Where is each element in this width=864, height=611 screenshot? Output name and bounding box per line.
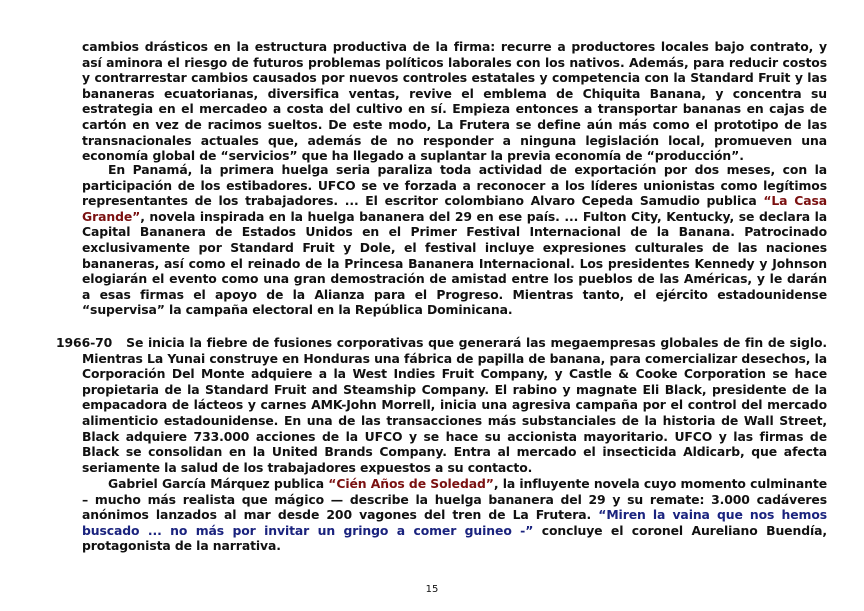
- book-title-cien-anos: “Cién Años de Soledad”: [328, 476, 494, 491]
- paragraph-panama-text-2: , novela inspirada en la huelga bananera del 29 en ese país. ... Fulton City, Kentucky, se declara la Capital Bananera de Estados Unidos en el Primer Festival Internacional de la Banana. Patrocinado exclusivamente por Standard Fruit y Dole, el festival incluye expresiones culturales de las naciones bananeras, así como el reinado de la Princesa Bananera Internacional. Los presidentes Kennedy y Johnson elogiarán el evento como una gran demostración de amistad entre los pueblos de las Américas, y le darán a esas firmas el apoyo de la Alianza para el Progreso. Mientras tanto, el ejército estadounidense “supervisa” la campaña electoral en la República Dominicana.: [82, 208, 827, 318]
- book-title-la-casa-grande: “La Casa Grande”: [82, 193, 827, 224]
- entry-text: Se inicia la fiebre de fusiones corporativas que generará las megaempresas globales de fin de siglo. Mientras La Yunai construye en Honduras una fábrica de papilla de banana, para comercializar desechos, la Corporación Del Monte adquiere a la West Indies Fruit Company, y Castle & Cooke Corporation se hace propietaria de la Standard Fruit and Steamship Company. El rabino y magnate Eli Black, presidente de la empacadora de lácteos y carnes AMK-John Morrell, inicia una agresiva campaña por el control del mercado alimenticio estadounidense. En una de las transacciones más substanciales de la historia de Wall Street, Black adquiere 733.000 acciones de la UFCO y se hace su accionista mayoritario. UFCO y las firmas de Black se consolidan en la United Brands Company. Entra al mercado el insecticida Aldicarb, que afecta seriamente la salud de los trabajadores expuestos a su contacto.: [82, 335, 827, 475]
- timeline-entry-1966-70: [56, 335, 827, 475]
- paragraph-panama-text-1: En Panamá, la primera huelga seria paraliza toda actividad de exportación por dos meses, con la participación de los estibadores. UFCO se ve forzada a reconocer a los líderes unionistas como legítimos representantes de los trabajadores. ... El escritor colombiano Alvaro Cepeda Samudio publica: [82, 162, 827, 209]
- quote-aureliano: “Miren la vaina que nos hemos buscado ... no más por invitar un gringo a comer guineo -”: [82, 507, 828, 538]
- page-number: 15: [425, 584, 439, 595]
- paragraph-gm-text-3: concluye el coronel Aureliano Buendía, protagonista de la narrativa.: [82, 522, 827, 554]
- entry-year: 1966-70: [56, 335, 113, 350]
- paragraph-intro: cambios drásticos en la estructura productiva de la firma: recurre a productores locales bajo contrato, y así aminora el riesgo de futuros problemas políticos laborales con los nativos. Además, para reducir costos y contrarrestar cambios causados por nuevos controles estatales y competencia con la Standard Fruit y las bananeras ecuatorianas, diversifica ventas, revive el emblema de Chiquita Banana, y concentra su estrategia en el mercadeo a costa del cultivo en sí. Empieza entonces a transportar bananas en cajas de cartón en vez de racimos sueltos. De este modo, La Frutera se define aún más como el prototipo de las transnacionales actuales que, además de no responder a ninguna legislación local, promueven una economía global de “servicios” que ha llegado a suplantar la previa economía de “producción”.: [82, 39, 827, 164]
- paragraph-panama: [82, 162, 827, 318]
- paragraph-gm-text-2: , la influyente novela cuyo momento culminante – mucho más realista que mágico — describe la huelga bananera del 29 y su remate: 3.000 cadáveres anónimos lanzados al mar desde 200 vagones del tren de La Frutera.: [82, 476, 828, 523]
- paragraph-garcia-marquez: [82, 476, 827, 554]
- paragraph-gm-text-1: Gabriel García Márquez publica: [108, 476, 329, 491]
